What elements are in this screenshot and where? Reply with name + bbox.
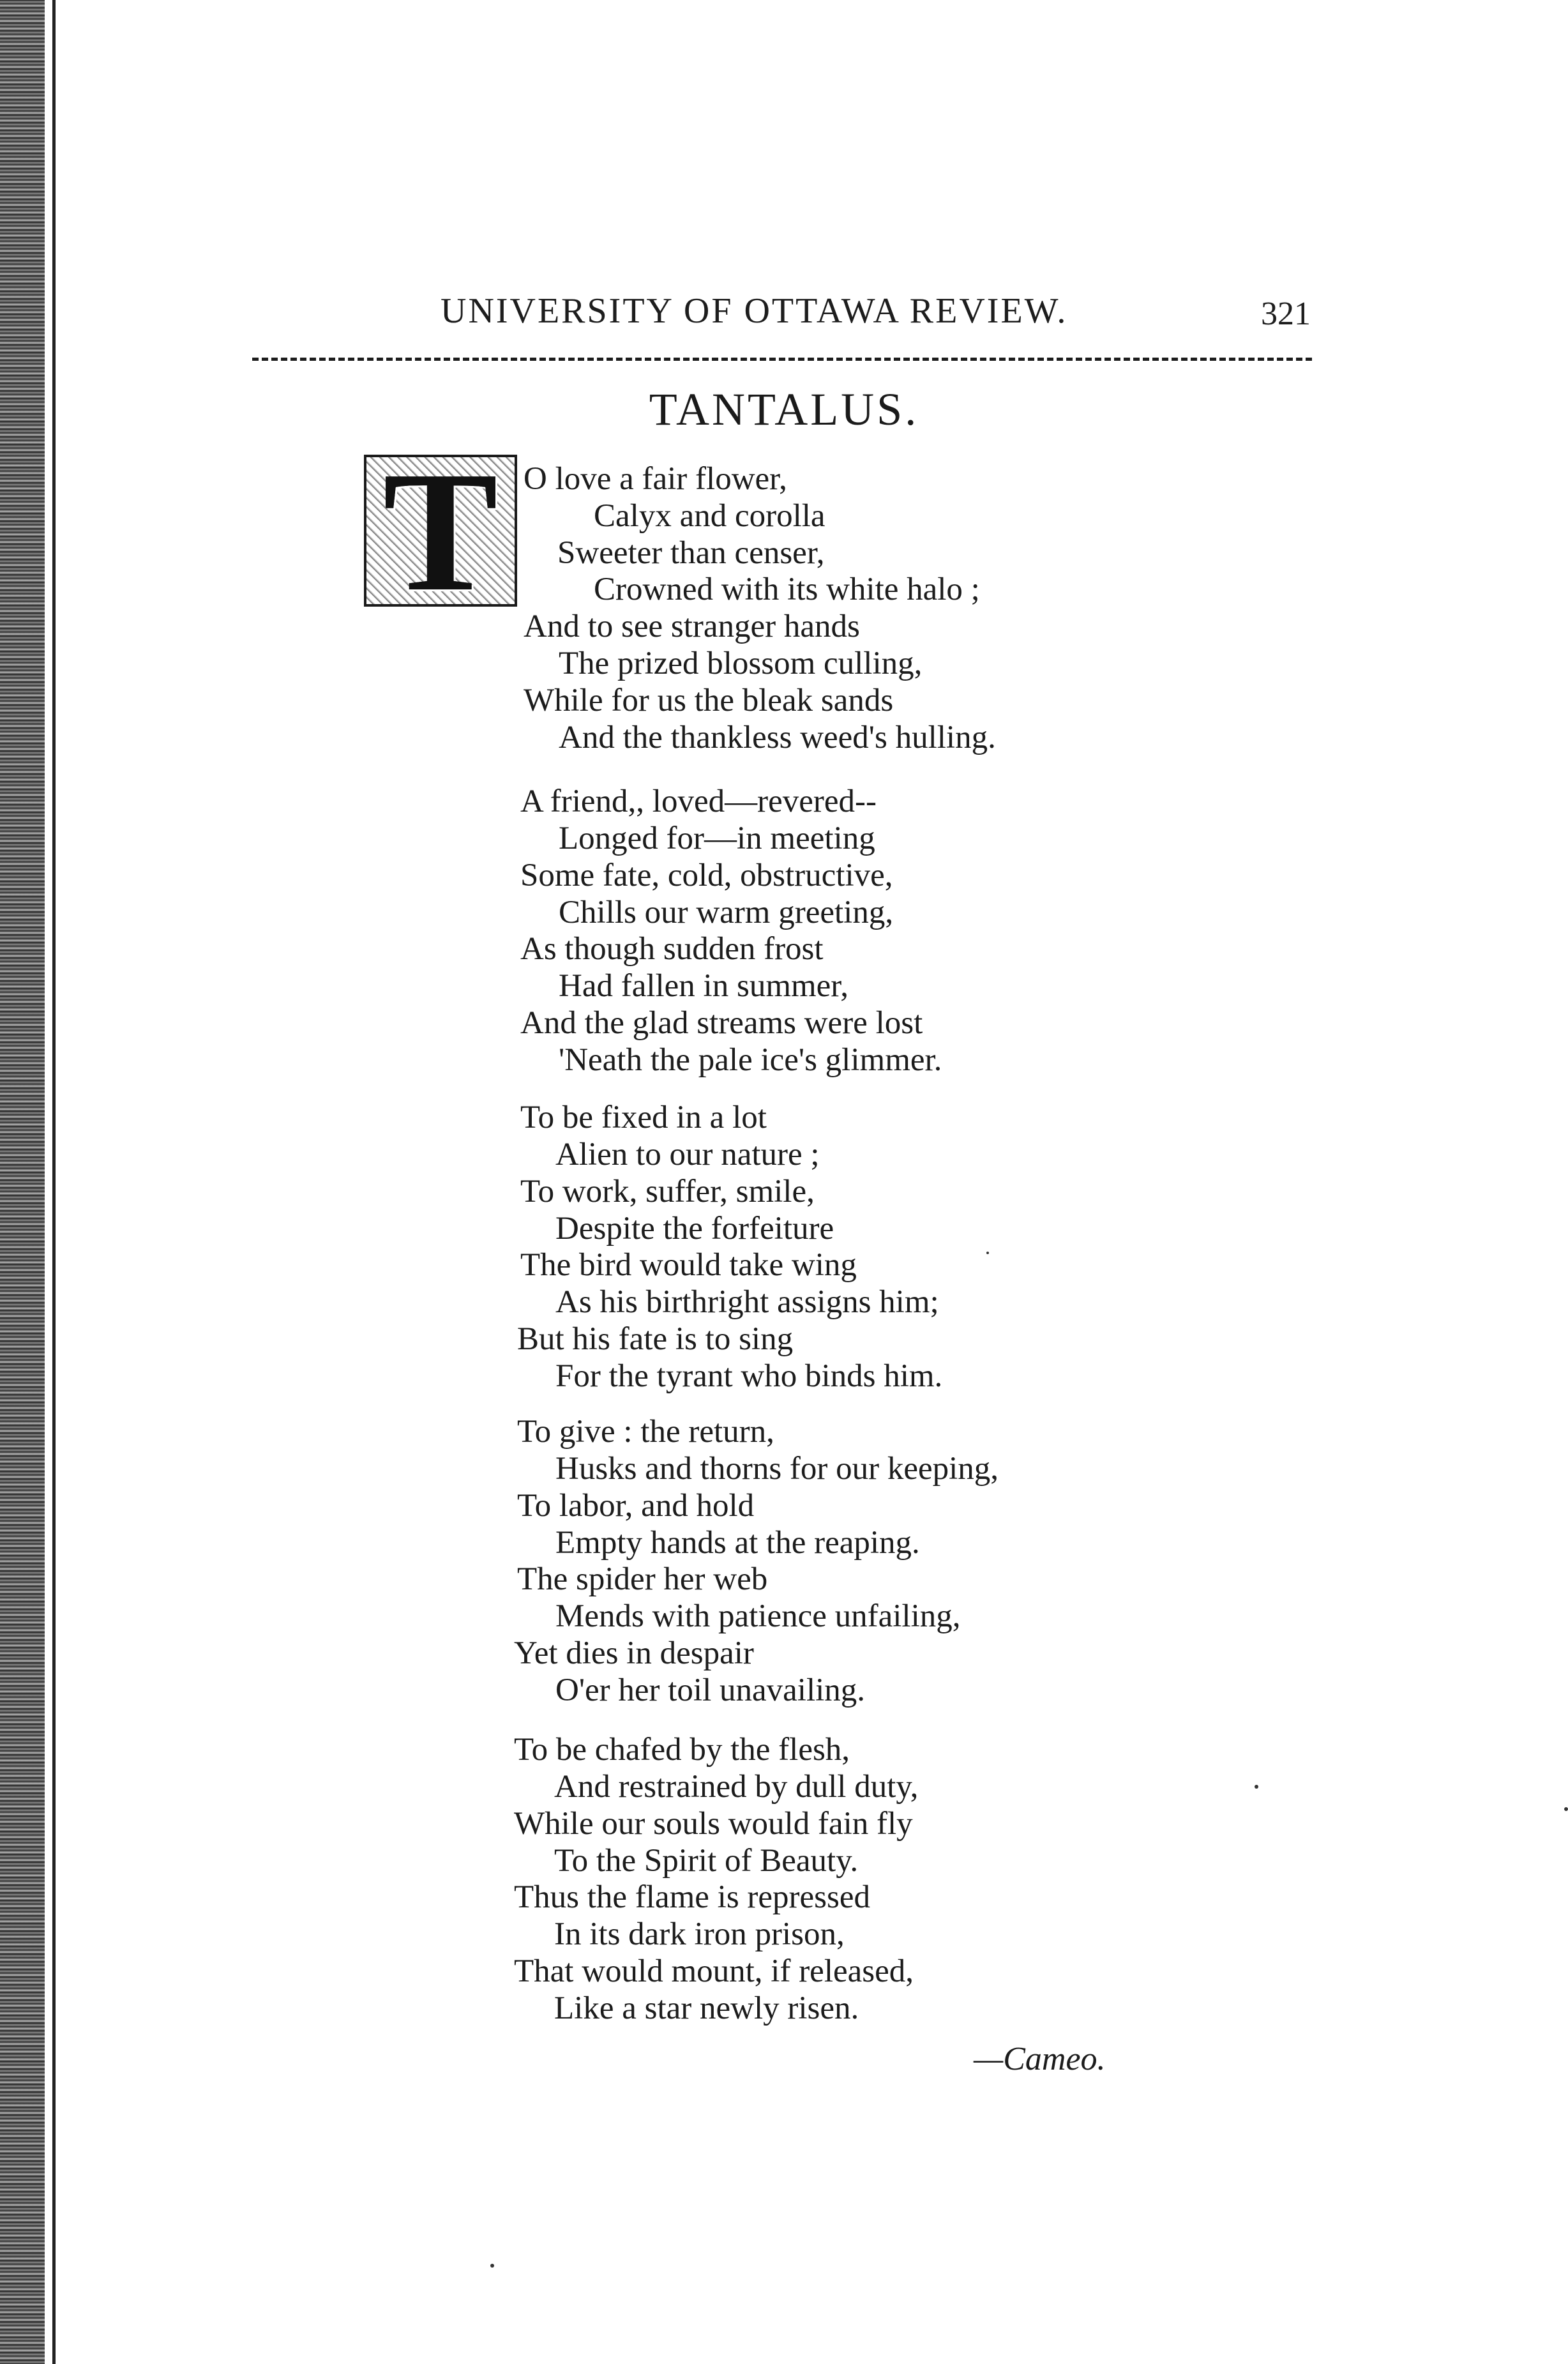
binding-line xyxy=(52,0,56,2364)
poem-line: And to see stranger hands xyxy=(524,609,860,644)
poem-line: To be chafed by the flesh, xyxy=(514,1732,850,1768)
poem-line: As though sudden frost xyxy=(520,931,824,967)
poem-line: A friend,, loved—revered-- xyxy=(520,784,877,819)
poem-line: Some fate, cold, obstructive, xyxy=(520,858,893,893)
poem-line: While our souls would fain fly xyxy=(514,1806,913,1842)
poem-line: O'er her toil unavailing. xyxy=(555,1672,866,1708)
poem-line: But his fate is to sing xyxy=(517,1321,794,1357)
poem-line: Sweeter than censer, xyxy=(557,535,825,571)
poem-line: That would mount, if released, xyxy=(514,1953,914,1989)
poem-line: Despite the forfeiture xyxy=(555,1211,834,1246)
poem-line: The bird would take wing xyxy=(520,1247,857,1283)
poem-line: Empty hands at the reaping. xyxy=(555,1525,920,1561)
poem-line: Thus the flame is repressed xyxy=(514,1879,870,1915)
poem-line: And restrained by dull duty, xyxy=(554,1769,919,1805)
scan-speck xyxy=(986,1252,989,1254)
poem-line: Longed for—in meeting xyxy=(559,821,875,856)
scan-speck xyxy=(490,2264,494,2268)
running-head: UNIVERSITY OF OTTAWA REVIEW. xyxy=(441,291,1068,331)
poem-line: And the glad streams were lost xyxy=(520,1005,923,1041)
poem-attribution: —Cameo. xyxy=(974,2041,1106,2077)
poem-line: And the thankless weed's hulling. xyxy=(559,720,996,755)
poem-line: Calyx and corolla xyxy=(594,498,825,534)
poem-line: Chills our warm greeting, xyxy=(559,895,894,930)
drop-cap-ornament xyxy=(364,455,517,607)
scan-speck xyxy=(1564,1807,1568,1811)
poem-line: 'Neath the pale ice's glimmer. xyxy=(559,1042,942,1078)
poem-line: In its dark iron prison, xyxy=(554,1916,845,1952)
poem-line: The prized blossom culling, xyxy=(559,646,923,681)
poem-line: O love a fair flower, xyxy=(524,461,787,497)
poem-line: Yet dies in despair xyxy=(514,1635,754,1671)
poem-line: Crowned with its white halo ; xyxy=(594,572,980,607)
poem-line: Alien to our nature ; xyxy=(555,1137,820,1172)
poem-line: To labor, and hold xyxy=(517,1488,755,1524)
poem-line: Mends with patience unfailing, xyxy=(555,1598,961,1634)
drop-cap-letter: T xyxy=(382,455,499,607)
poem-line: As his birthright assigns him; xyxy=(555,1284,939,1320)
header-rule xyxy=(252,358,1312,361)
poem-line: Had fallen in summer, xyxy=(559,968,848,1004)
page-number: 321 xyxy=(1261,296,1311,332)
poem-line: To work, suffer, smile, xyxy=(520,1174,815,1209)
page-gutter xyxy=(0,0,45,2364)
poem-line: For the tyrant who binds him. xyxy=(555,1358,943,1394)
poem-line: To the Spirit of Beauty. xyxy=(554,1843,859,1879)
poem-line: To be fixed in a lot xyxy=(520,1100,767,1135)
poem-line: While for us the bleak sands xyxy=(524,683,894,718)
scan-speck xyxy=(1255,1785,1258,1789)
poem-line: To give : the return, xyxy=(517,1414,774,1450)
poem-line: Like a star newly risen. xyxy=(554,1990,859,2026)
poem-line: Husks and thorns for our keeping, xyxy=(555,1451,999,1487)
poem-line: The spider her web xyxy=(517,1561,768,1597)
poem-title: TANTALUS. xyxy=(649,384,919,435)
